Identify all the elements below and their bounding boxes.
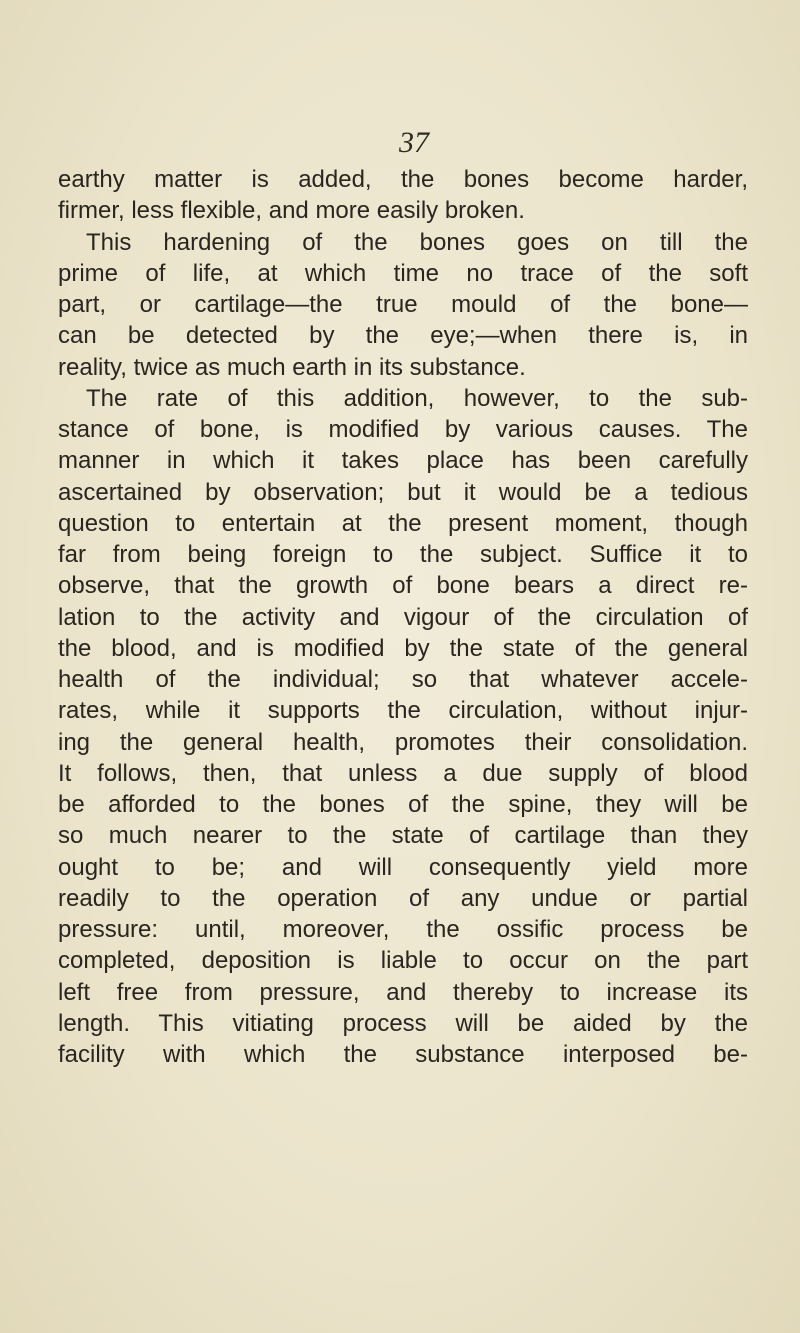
text-line: firmer, less flexible, and more easily broken. [58, 197, 525, 225]
text-line: ing the general health, promotes their consolidation. [58, 728, 748, 756]
text-line: be afforded to the bones of the spine, they will be [58, 791, 748, 818]
text-line: earthy matter is added, the bones become harder, [58, 166, 748, 193]
text-line: completed, deposition is liable to occur on the part [58, 947, 748, 975]
text-line: can be detected by the eye;—when there is, in [58, 322, 748, 350]
text-line: far from being foreign to the subject. Suffice it to [58, 541, 748, 568]
text-line: This hardening of the bones goes on till the [86, 228, 748, 256]
text-line: ought to be; and will consequently yield more [58, 853, 748, 881]
page-number: 37 [399, 126, 429, 159]
text-line: left free from pressure, and thereby to increase its [58, 978, 748, 1006]
text-line: health of the individual; so that whatever accele- [58, 666, 748, 693]
text-line: manner in which it takes place has been carefully [58, 447, 748, 475]
text-line: reality, twice as much earth in its substance. [58, 353, 526, 381]
text-line: so much nearer to the state of cartilage than they [58, 822, 748, 850]
text-line: length. This vitiating process will be aided by the [58, 1009, 748, 1037]
text-line: facility with which the substance interposed be- [58, 1041, 748, 1068]
text-line: observe, that the growth of bone bears a direct re- [58, 572, 748, 600]
text-line: part, or cartilage—the true mould of the bone— [58, 291, 748, 318]
text-line: ascertained by observation; but it would be a tedious [58, 478, 748, 506]
text-line: readily to the operation of any undue or partial [58, 884, 748, 912]
body-text [58, 164, 748, 1070]
text-line: pressure: until, moreover, the ossific process be [58, 916, 748, 943]
text-line: prime of life, at which time no trace of the soft [58, 259, 748, 287]
text-line: question to entertain at the present moment, though [58, 509, 748, 537]
text-line: stance of bone, is modified by various causes. The [58, 416, 748, 443]
text-line: lation to the activity and vigour of the circulation of [58, 603, 748, 631]
text-line: rates, while it supports the circulation, without injur- [58, 697, 748, 725]
text-line: the blood, and is modified by the state of the general [58, 634, 748, 662]
text-line: The rate of this addition, however, to the sub- [86, 384, 748, 412]
text-line: It follows, then, that unless a due supply of blood [58, 759, 748, 787]
